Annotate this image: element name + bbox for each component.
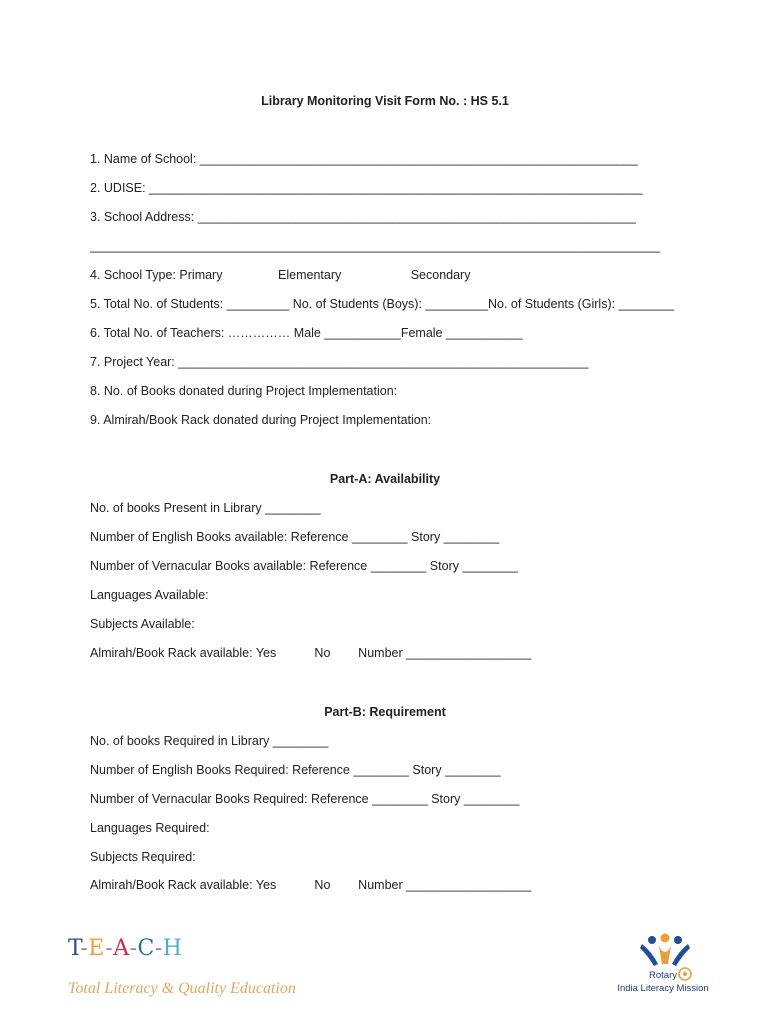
field-school-address: 3. School Address: _______________________________________________________________	[90, 210, 636, 224]
field-almirah-available-a: Almirah/Book Rack available: Yes No Number __________________	[90, 646, 532, 660]
rotary-label	[612, 969, 714, 995]
field-vernacular-books-available: Number of Vernacular Books available: Reference ________ Story ________	[90, 559, 519, 573]
field-books-donated: 8. No. of Books donated during Project Implementation:	[90, 384, 398, 398]
field-english-books-required: Number of English Books Required: Reference ________ Story ________	[90, 763, 501, 777]
field-languages-required: Languages Required:	[90, 821, 210, 835]
field-almirah-donated: 9. Almirah/Book Rack donated during Project Implementation:	[90, 413, 432, 427]
field-subjects-required: Subjects Required:	[90, 850, 196, 864]
tagline: Total Literacy & Quality Education	[68, 980, 296, 997]
field-school-name: 1. Name of School: _______________________________________________________________	[90, 152, 638, 166]
rotary-line1: Rotary	[649, 970, 677, 981]
teach-letter: T	[68, 936, 81, 961]
teach-dash: -	[129, 936, 138, 961]
teach-dash: -	[80, 936, 89, 961]
rotary-line2: India Literacy Mission	[617, 983, 709, 994]
field-school-address-continued: __________________________________________________________________________________	[90, 239, 661, 253]
field-books-present: No. of books Present in Library ________	[90, 501, 321, 515]
teach-logo	[68, 936, 182, 961]
part-a-heading: Part-A: Availability	[329, 472, 441, 486]
field-total-teachers: 6. Total No. of Teachers: …………… Male ___________Female ___________	[90, 326, 523, 340]
field-languages-available: Languages Available:	[90, 588, 209, 602]
field-english-books-available: Number of English Books available: Reference ________ Story ________	[90, 530, 500, 544]
teach-letter: A	[113, 936, 130, 961]
field-vernacular-books-required: Number of Vernacular Books Required: Reference ________ Story ________	[90, 792, 520, 806]
teach-letter: C	[137, 936, 155, 961]
teach-letter: H	[162, 936, 183, 961]
field-subjects-available: Subjects Available:	[90, 617, 195, 631]
field-udise: 2. UDISE: _______________________________________________________________________	[90, 181, 643, 195]
form-title: Library Monitoring Visit Form No. : HS 5.1	[261, 94, 509, 108]
field-books-required: No. of books Required in Library ________	[90, 734, 329, 748]
teach-letter: E	[88, 936, 106, 961]
field-project-year: 7. Project Year: ___________________________________________________________	[90, 355, 589, 369]
field-almirah-available-b: Almirah/Book Rack available: Yes No Number __________________	[90, 878, 532, 892]
teach-dash: -	[154, 936, 163, 961]
field-school-type: 4. School Type: Primary Elementary Secondary	[90, 268, 471, 282]
field-total-students: 5. Total No. of Students: _________ No. of Students (Boys): _________No. of Students (Girls): ________	[90, 297, 675, 311]
teach-dash: -	[105, 936, 114, 961]
part-b-heading: Part-B: Requirement	[324, 705, 446, 719]
